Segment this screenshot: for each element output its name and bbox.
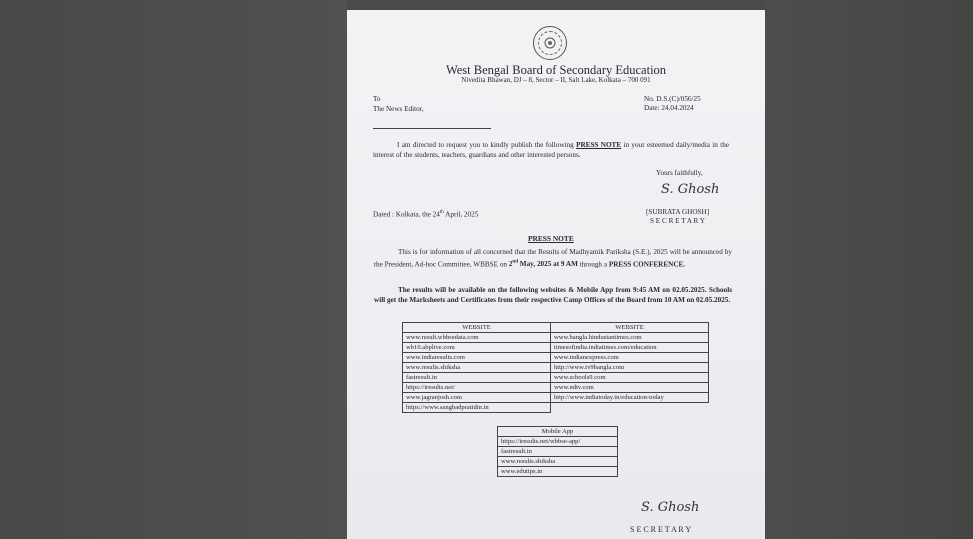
table-row xyxy=(403,353,709,363)
table-row xyxy=(403,393,709,403)
website-link[interactable]: www.bangla.hindustantimes.com xyxy=(551,333,709,343)
memo-ref-date: Date: 24.04.2024 xyxy=(644,104,694,112)
website-link[interactable]: http://www.tv9bangla.com xyxy=(551,363,709,373)
mobile-app-link[interactable]: fastresult.in xyxy=(498,447,618,457)
mobile-app-header: Mobile App xyxy=(498,427,618,437)
mobile-app-table xyxy=(497,426,618,477)
signature: S. Ghosh xyxy=(661,182,720,197)
table-row xyxy=(403,333,709,343)
website-link[interactable]: https://www.sangbadpratidin.in xyxy=(403,403,551,413)
website-link[interactable]: www.indiaresults.com xyxy=(403,353,551,363)
websites-header-left: WEBSITE xyxy=(403,323,551,333)
document-page xyxy=(347,10,765,539)
press-note-paragraph-1: This is for information of all concerned that the Results of Madhyamik Pariksha (S.E.), 2025 will be announced by the President, Ad-hoc Committee, WBBSE on 2nd May, 2025 at 9 AM through a PRESS CONFERENCE. xyxy=(374,248,732,268)
website-link[interactable]: https://iresults.net/ xyxy=(403,383,551,393)
footer-designation: S E C R E T A R Y xyxy=(630,525,692,534)
table-row xyxy=(403,363,709,373)
table-row xyxy=(498,457,618,467)
table-row xyxy=(403,343,709,353)
board-seal-icon xyxy=(533,26,567,60)
website-link[interactable]: www.schools9.com xyxy=(551,373,709,383)
memo-to: To xyxy=(373,95,381,103)
websites-table xyxy=(402,322,709,413)
address-line xyxy=(373,128,491,129)
websites-header-right: WEBSITE xyxy=(551,323,709,333)
mobile-app-link[interactable]: www.results.shiksha xyxy=(498,457,618,467)
table-row xyxy=(403,383,709,393)
website-link[interactable]: www.jagranjosh.com xyxy=(403,393,551,403)
closing: Yours faithfully, xyxy=(656,169,703,177)
table-row xyxy=(403,403,709,413)
table-row xyxy=(498,447,618,457)
table-row xyxy=(498,467,618,477)
mobile-app-link[interactable]: https://iresults.net/wbbse-app/ xyxy=(498,437,618,447)
press-note-paragraph-2: The results will be available on the following websites & Mobile App from 9:45 AM on 02.05.2025. Schools will get the Marksheets and Certificates from their respective Camp Offices of the Board from 10 AM on 02.05.2025. xyxy=(374,286,732,304)
press-note-heading: PRESS NOTE xyxy=(528,234,574,243)
background-right xyxy=(765,0,973,539)
website-link[interactable]: www.results.shiksha xyxy=(403,363,551,373)
board-title: West Bengal Board of Secondary Education xyxy=(445,63,667,77)
secretary-name: [SUBRATA GHOSH] xyxy=(646,208,710,216)
website-link[interactable]: www.ndtv.com xyxy=(551,383,709,393)
intro-paragraph: I am directed to request you to kindly publish the following PRESS NOTE in your esteemed daily/media in the interest of the students, teachers, guardians and other interested persons. xyxy=(373,141,730,159)
website-link[interactable]: http://www.indiatoday.in/education-today xyxy=(551,393,709,403)
dated-line: Dated : Kolkata, the 24th April, 2025 xyxy=(373,210,479,219)
empty-cell xyxy=(551,403,709,413)
website-link[interactable]: fastresult.in xyxy=(403,373,551,383)
website-link[interactable]: timesofindia.indiatimes.com/education xyxy=(551,343,709,353)
press-note-highlight: PRESS NOTE xyxy=(576,141,622,149)
mobile-app-link[interactable]: www.edutips.in xyxy=(498,467,618,477)
table-row xyxy=(403,373,709,383)
table-row xyxy=(498,437,618,447)
website-link[interactable]: www.indianexpress.com xyxy=(551,353,709,363)
website-link[interactable]: wb10.abplive.com xyxy=(403,343,551,353)
memo-recipient: The News Editor, xyxy=(373,105,424,113)
memo-ref-no: No. D.S.(C)/056/25 xyxy=(644,95,701,103)
background-left xyxy=(0,0,347,539)
website-link[interactable]: www.result.wbbsedata.com xyxy=(403,333,551,343)
secretary-designation: S E C R E T A R Y xyxy=(650,217,705,225)
footer-signature: S. Ghosh xyxy=(641,500,700,515)
board-address: Nivedita Bhawan, DJ – 8, Sector – II, Salt Lake, Kolkata – 700 091 xyxy=(461,76,651,84)
